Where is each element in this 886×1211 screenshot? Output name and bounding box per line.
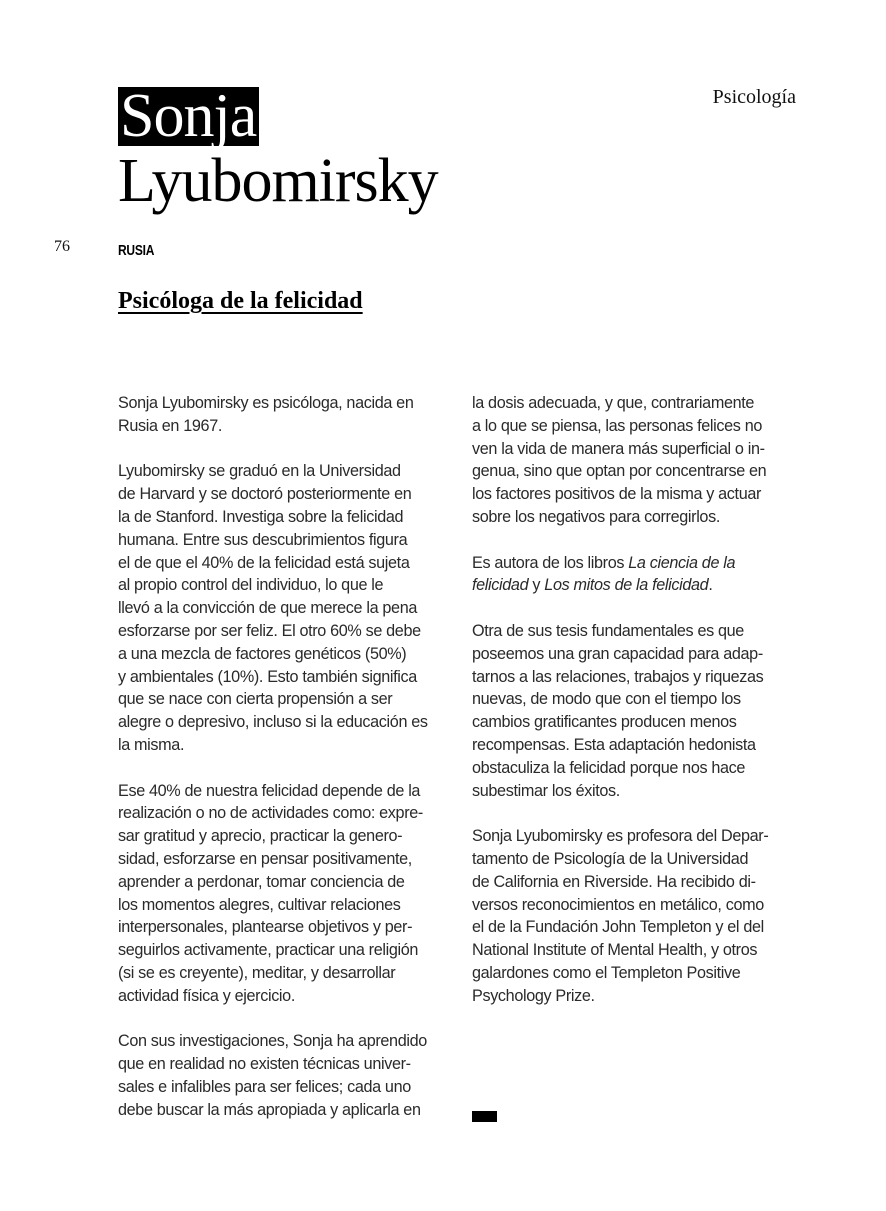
name-last: Lyubomirsky [118,147,438,215]
paragraph [118,392,448,438]
text-line: (si se es creyente), meditar, y desarrollar [118,963,396,982]
country-label: RUSIA [118,242,155,259]
text-line [472,574,802,597]
text-line: que se nace con cierta propensión a ser [118,690,393,709]
section-header: Psicología [712,86,796,108]
text-line: la misma. [118,735,185,754]
text-line: los momentos alegres, cultivar relaciones [118,895,401,914]
book-title: felicidad [472,576,529,595]
text-line: el de la Fundación John Templeton y el del [472,918,764,937]
text-line: nuevas, de modo que con el tiempo los [472,690,741,709]
text-line: actividad física y ejercicio. [118,986,295,1005]
end-of-article-mark [472,1111,497,1122]
text-line: ven la vida de manera más superficial o in- [472,439,765,458]
text-line: Rusia en 1967. [118,416,222,435]
text-line: y ambientales (10%). Esto también significa [118,667,417,686]
text-line: Otra de sus tesis fundamentales es que [472,621,744,640]
text-line: sales e infalibles para ser felices; cada uno [118,1077,411,1096]
text-line: sobre los negativos para corregirlos. [472,507,720,526]
text-line: cambios gratificantes producen menos [472,713,737,732]
paragraph [118,460,448,756]
text-line: National Institute of Mental Health, y otros [472,941,758,960]
text-line: que en realidad no existen técnicas univer- [118,1055,411,1074]
text-line: a una mezcla de factores genéticos (50%) [118,644,407,663]
text-line: Lyubomirsky se graduó en la Universidad [118,462,401,481]
text-line: de California en Riverside. Ha recibido di- [472,872,756,891]
text-line: subestimar los éxitos. [472,781,620,800]
text-line [472,552,802,575]
text-line: Sonja Lyubomirsky es psicóloga, nacida en [118,394,414,412]
page-number: 76 [54,238,70,255]
paragraph [118,1030,448,1121]
text-line: humana. Entre sus descubrimientos figura [118,530,408,549]
right-column [472,392,802,1030]
text-line: obstaculiza la felicidad porque nos hace [472,758,746,777]
text-line: de Harvard y se doctoró posteriormente en [118,485,412,504]
book-title: La ciencia de la [628,553,736,572]
text-line: versos reconocimientos en metálico, como [472,895,764,914]
text-line: Con sus investigaciones, Sonja ha aprendido [118,1032,427,1051]
text-line: seguirlos activamente, practicar una religión [118,941,419,960]
text-line: la dosis adecuada, y que, contrariamente [472,394,755,412]
text-line: los factores positivos de la misma y actuar [472,485,762,504]
left-column [118,392,448,1144]
text-line: Psychology Prize. [472,986,595,1005]
text-line: a lo que se piensa, las personas felices no [472,416,763,435]
text-line: el de que el 40% de la felicidad está sujeta [118,553,410,572]
paragraph [472,552,802,598]
text-line: realización o no de actividades como: expre- [118,804,423,823]
paragraph [472,392,802,529]
text-line: interpersonales, plantearse objetivos y per- [118,918,413,937]
text-line: Ese 40% de nuestra felicidad depende de la [118,781,421,800]
text-line: Sonja Lyubomirsky es profesora del Depar- [472,827,769,846]
text-line: recompensas. Esta adaptación hedonista [472,735,756,754]
text-line: aprender a perdonar, tomar conciencia de [118,872,405,891]
text-run: y [528,576,545,595]
text-line: sar gratitud y aprecio, practicar la genero- [118,827,403,846]
paragraph [472,825,802,1007]
text-run: Es autora de los libros [472,553,629,572]
text-line: esforzarse por ser feliz. El otro 60% se debe [118,621,421,640]
text-line: la de Stanford. Investiga sobre la felicidad [118,507,404,526]
book-title: Los mitos de la felicidad [544,576,709,595]
text-line: debe buscar la más apropiada y aplicarla en [118,1100,421,1119]
text-run: . [708,576,713,595]
text-line: sidad, esforzarse en pensar positivamente, [118,849,412,868]
text-line: tamento de Psicología de la Universidad [472,849,749,868]
paragraph [118,780,448,1008]
text-line: poseemos una gran capacidad para adap- [472,644,763,663]
text-line: al propio control del individuo, lo que le [118,576,384,595]
text-line: alegre o depresivo, incluso si la educación es [118,713,428,732]
article-subtitle: Psicóloga de la felicidad [118,288,363,314]
text-line: galardones como el Templeton Positive [472,963,741,982]
text-line: llevó a la convicción de que merece la pena [118,599,418,618]
text-line: genua, sino que optan por concentrarse en [472,462,767,481]
name-first-highlight: Sonja [118,87,259,146]
text-line: tarnos a las relaciones, trabajos y riquezas [472,667,764,686]
paragraph [472,620,802,802]
